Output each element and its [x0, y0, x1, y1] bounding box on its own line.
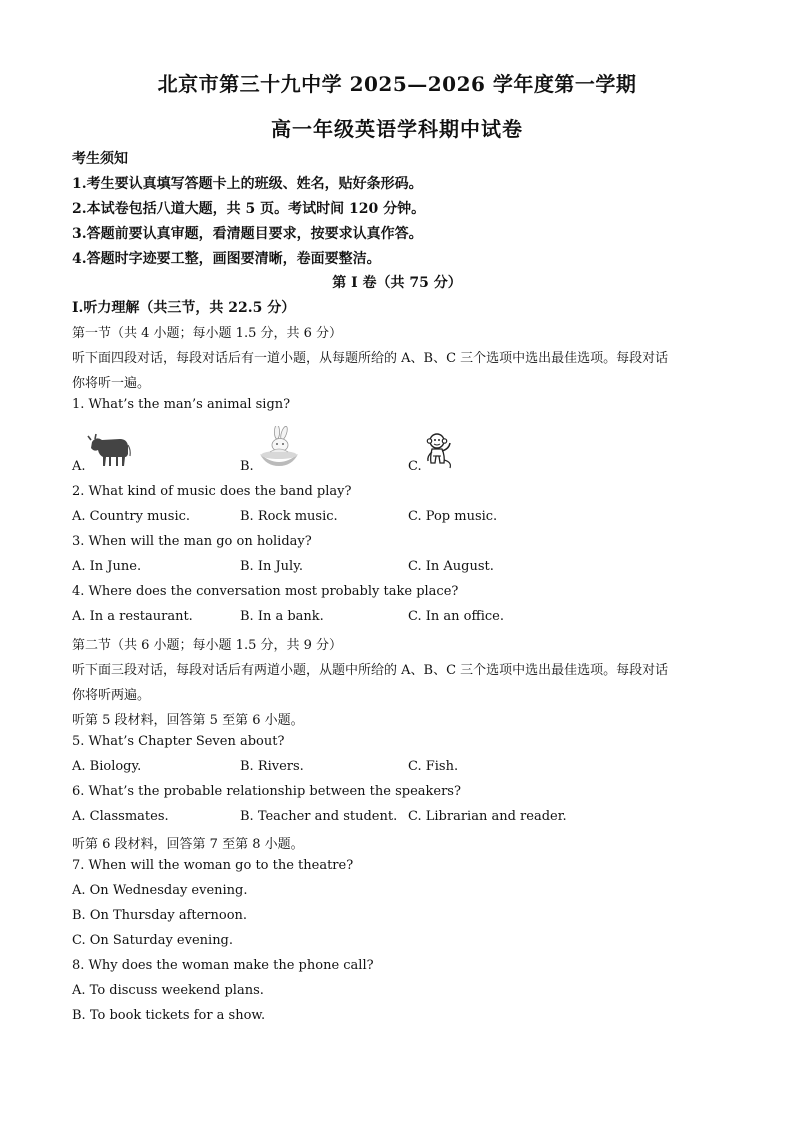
- question-2-option-a: A. Country music.: [72, 509, 191, 524]
- section1-instruction: 听下面四段对话，每段对话后有一道小题，从每题所给的 A、B、C 三个选项中选出最佳选项。每段对话: [72, 351, 669, 366]
- question-1-stem: 1. What’s the man’s animal sign?: [72, 397, 291, 412]
- material-6-note: 听第 6 段材料，回答第 7 至第 8 小题。: [72, 837, 304, 852]
- question-6-stem: 6. What’s the probable relationship between the speakers?: [72, 784, 461, 799]
- part1-heading: I.听力理解（共三节，共 22.5 分）: [72, 300, 296, 316]
- ox-icon: [86, 430, 132, 474]
- question-4-option-a: A. In a restaurant.: [72, 609, 193, 624]
- question-2-option-b: B. Rock music.: [240, 509, 338, 524]
- question-2-stem: 2. What kind of music does the band play?: [72, 484, 352, 499]
- question-3-option-c: C. In August.: [408, 559, 494, 574]
- notice-heading: 考生须知: [72, 151, 128, 167]
- notice-item: 2.本试卷包括八道大题，共 5 页。考试时间 120 分钟。: [72, 201, 426, 217]
- section1-instruction-cont: 你将听一遍。: [72, 376, 151, 391]
- question-1-option-b: B.: [240, 459, 254, 474]
- question-5-stem: 5. What’s Chapter Seven about?: [72, 734, 285, 749]
- question-5-option-b: B. Rivers.: [240, 759, 304, 774]
- section2-heading: 第二节（共 6 小题；每小题 1.5 分，共 9 分）: [72, 638, 343, 653]
- question-7-option-a: A. On Wednesday evening.: [72, 883, 248, 898]
- notice-item: 3.答题前要认真审题，看清题目要求，按要求认真作答。: [72, 226, 423, 242]
- question-8-option-b: B. To book tickets for a show.: [72, 1008, 266, 1023]
- question-5-option-c: C. Fish.: [408, 759, 459, 774]
- section1-heading: 第一节（共 4 小题；每小题 1.5 分，共 6 分）: [72, 326, 343, 341]
- question-5-option-a: A. Biology.: [72, 759, 142, 774]
- question-1-option-a: A.: [72, 459, 86, 474]
- exam-title: 北京市第三十九中学 2025—2026 学年度第一学期: [157, 72, 637, 96]
- question-1-option-c: C.: [408, 459, 422, 474]
- notice-item: 4.答题时字迹要工整，画图要清晰，卷面要整洁。: [72, 251, 381, 267]
- question-8-option-a: A. To discuss weekend plans.: [72, 983, 264, 998]
- section2-instruction: 听下面三段对话，每段对话后有两道小题，从题中所给的 A、B、C 三个选项中选出最佳选项。每段对话: [72, 663, 669, 678]
- question-8-stem: 8. Why does the woman make the phone call?: [72, 958, 374, 973]
- volume-heading: 第 I 卷（共 75 分）: [332, 275, 462, 291]
- question-2-option-c: C. Pop music.: [408, 509, 498, 524]
- exam-subtitle: 高一年级英语学科期中试卷: [271, 117, 523, 141]
- question-7-stem: 7. When will the woman go to the theatre?: [72, 858, 354, 873]
- question-7-option-c: C. On Saturday evening.: [72, 933, 234, 948]
- question-7-option-b: B. On Thursday afternoon.: [72, 908, 248, 923]
- monkey-icon: [422, 432, 456, 474]
- question-4-option-c: C. In an office.: [408, 609, 504, 624]
- question-6-option-b: B. Teacher and student.: [240, 809, 398, 824]
- material-5-note: 听第 5 段材料，回答第 5 至第 6 小题。: [72, 713, 304, 728]
- question-3-option-b: B. In July.: [240, 559, 303, 574]
- question-3-option-a: A. In June.: [72, 559, 142, 574]
- question-4-stem: 4. Where does the conversation most probably take place?: [72, 584, 459, 599]
- question-3-stem: 3. When will the man go on holiday?: [72, 534, 312, 549]
- rabbit-icon: [256, 426, 302, 474]
- question-6-option-c: C. Librarian and reader.: [408, 809, 567, 824]
- question-6-option-a: A. Classmates.: [72, 809, 169, 824]
- question-4-option-b: B. In a bank.: [240, 609, 324, 624]
- notice-item: 1.考生要认真填写答题卡上的班级、姓名，贴好条形码。: [72, 176, 423, 192]
- section2-instruction-cont: 你将听两遍。: [72, 688, 151, 703]
